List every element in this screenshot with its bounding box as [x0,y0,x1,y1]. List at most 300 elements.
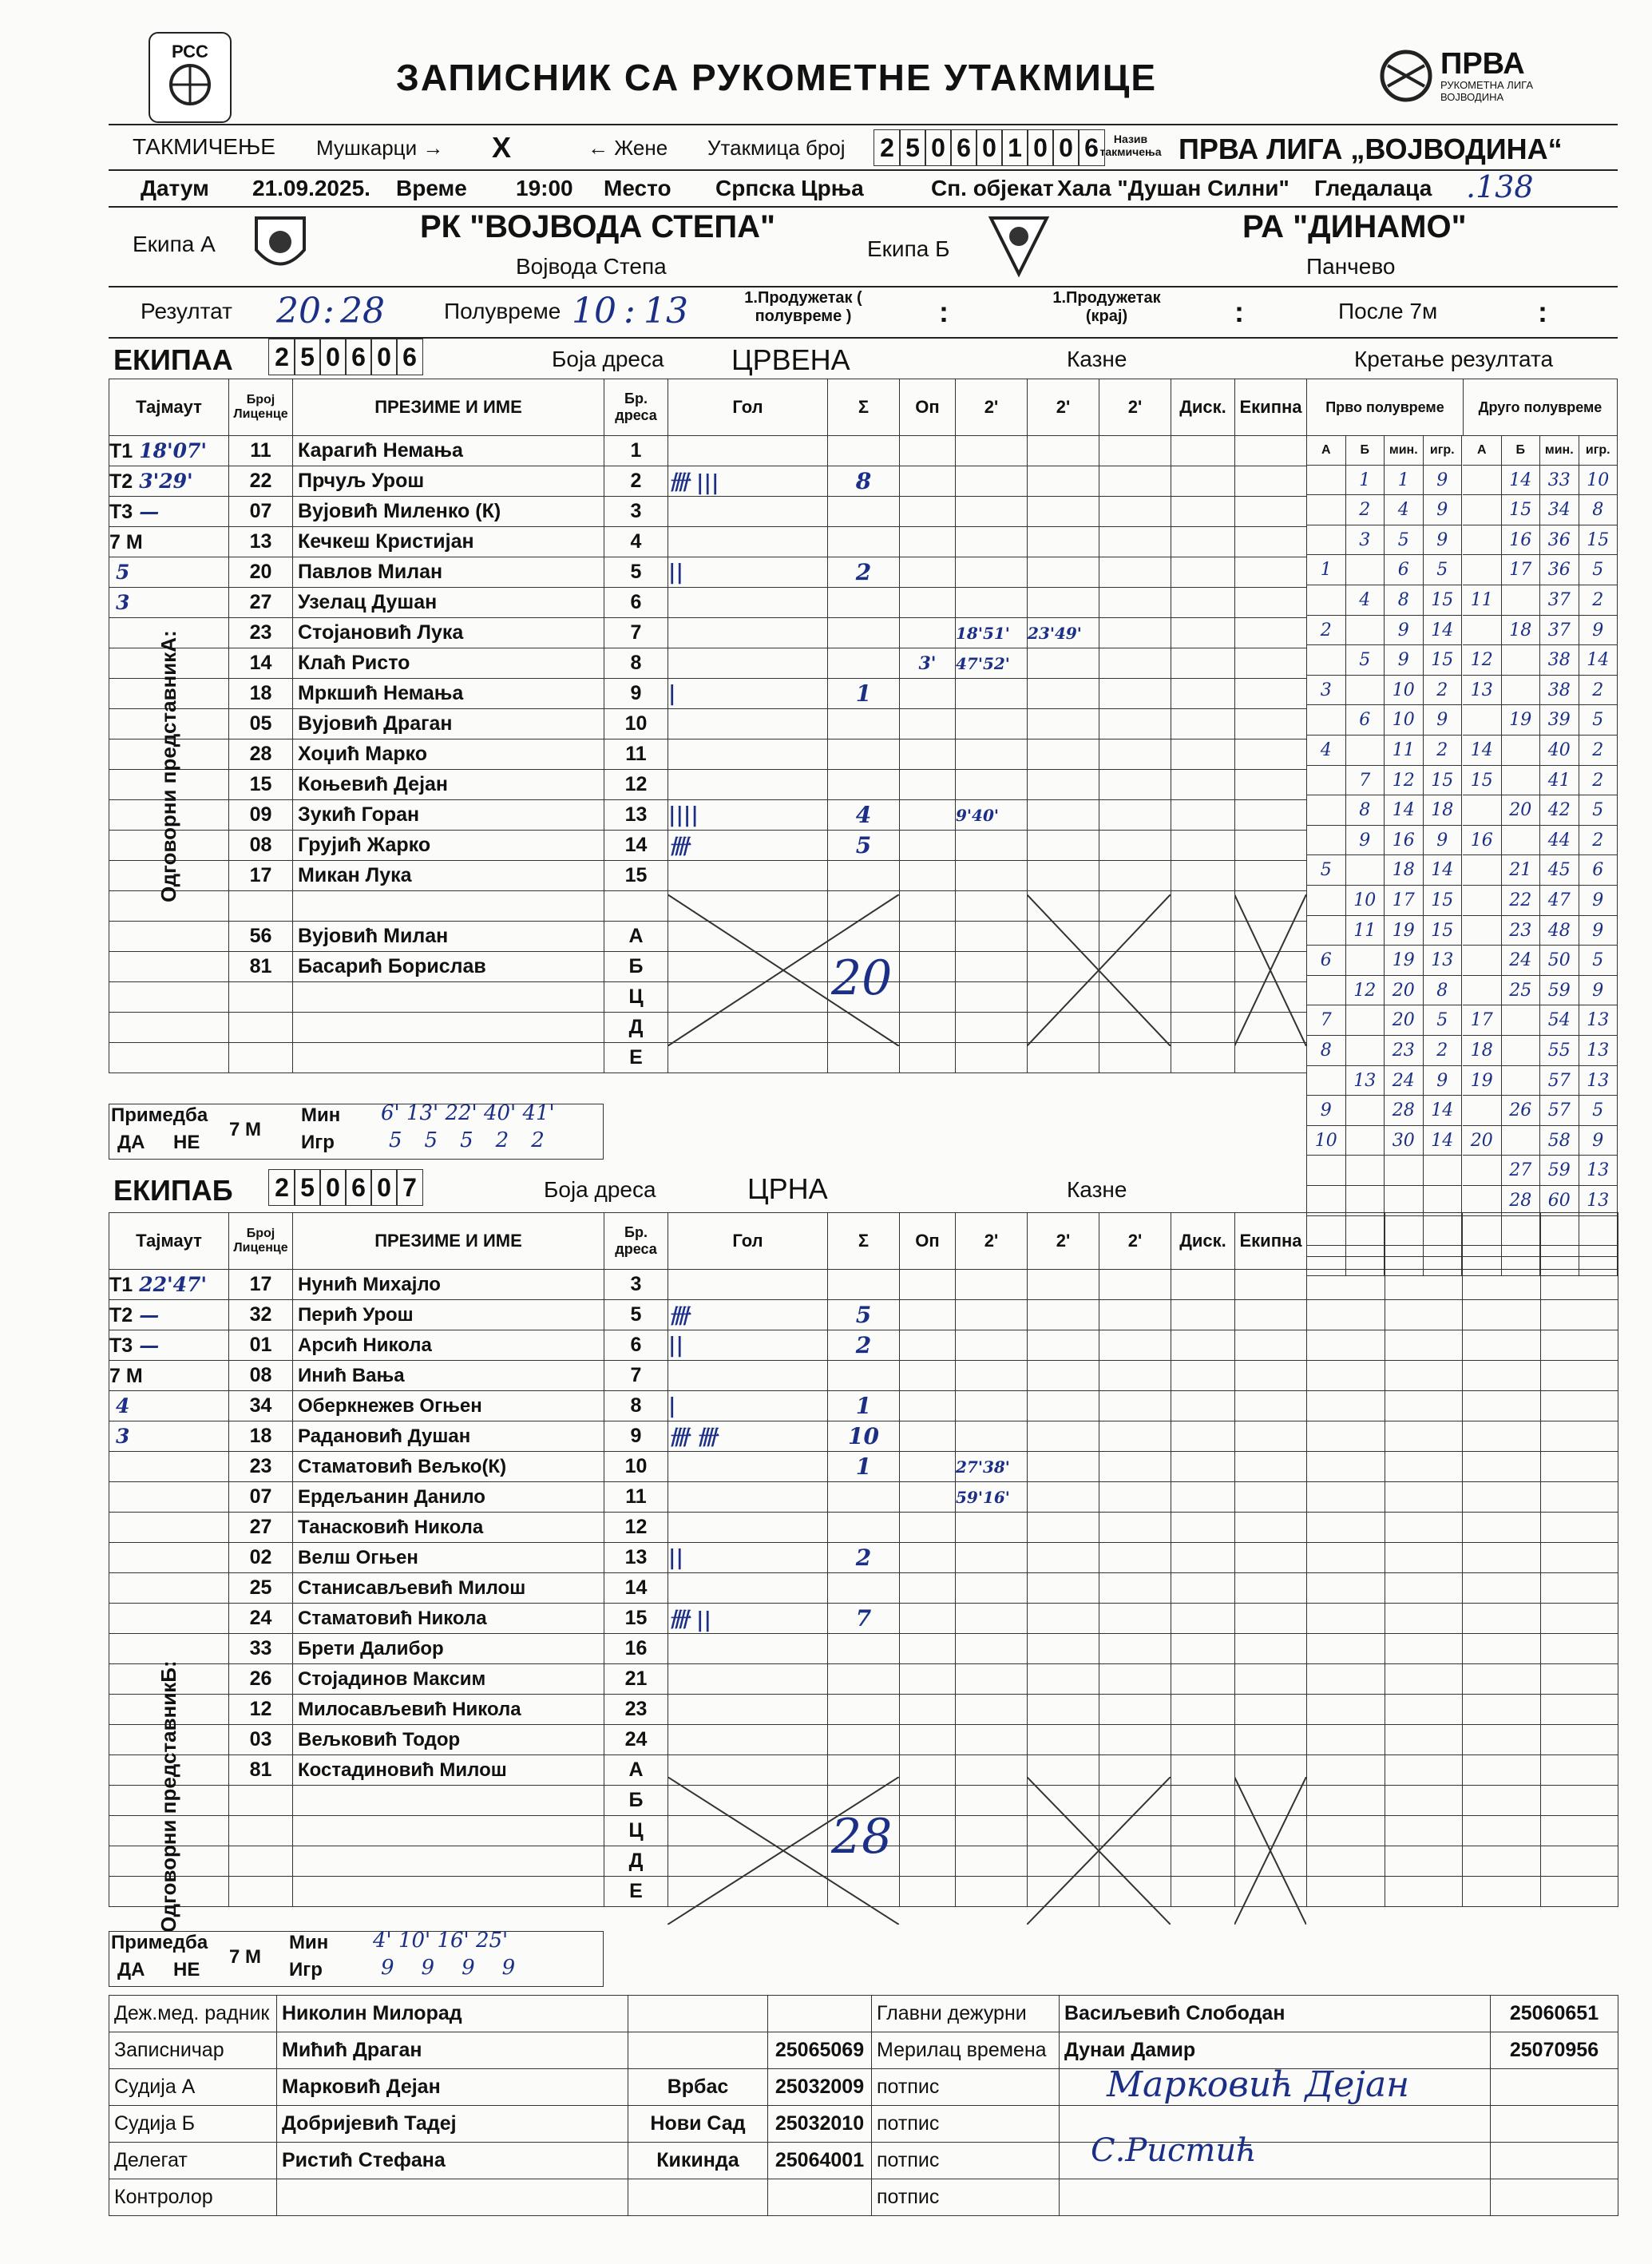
empty-cell [1540,1786,1618,1816]
empty-cell [1099,709,1171,739]
official-right-license [1491,2143,1618,2179]
empty-cell [1385,1786,1463,1816]
progress-cell: 15 [1502,495,1541,525]
progress-cell: 27 [1502,1156,1541,1186]
timeout-value: 3 [116,590,130,614]
player-license: 05 [229,709,293,739]
empty-cell [1099,1043,1171,1073]
empty-cell [1235,557,1307,588]
player-warning [900,436,956,466]
player-row [109,770,1307,800]
timeout-cell [109,436,229,466]
progress-cell: 20 [1385,976,1424,1006]
player-suspension-1: 27'38' [956,1452,1028,1482]
player-goal-sum [828,618,900,648]
progress-cell [1502,826,1541,856]
timeout-value: 22'47' [139,1272,208,1296]
team-a-code-digit: 5 [294,339,321,375]
empty-cell [1235,527,1307,557]
empty-cell [1171,618,1235,648]
player-goal-tally: 卌 卌 [668,1421,828,1452]
player-row [109,1482,1618,1513]
player-row [109,648,1307,679]
player-suspension-1 [956,1361,1028,1391]
progress-cell: 15 [1424,886,1463,916]
empty-cell [1463,1786,1541,1816]
player-goal-sum: 1 [828,1452,900,1482]
progress-cell: 1 [1307,555,1346,585]
league-logo-subtext: РУКОМЕТНА ЛИГА ВОЈВОДИНА [1440,79,1534,103]
progress-cell [1307,645,1346,676]
player-suspension-1 [956,466,1028,497]
timeout-cell [109,1421,229,1452]
progress-cell: 57 [1540,1066,1579,1096]
progress-cell: 24 [1385,1066,1424,1096]
progress-cell [1502,676,1541,706]
player-goal-tally [668,1482,828,1513]
empty-cell [1099,1695,1171,1725]
empty-cell [1028,1300,1099,1330]
player-warning [900,831,956,861]
ot1-end-label: 1.Продужетак (крај) [1052,289,1161,325]
timeout-cell [109,1573,229,1604]
empty-cell [1235,709,1307,739]
empty-cell [1171,1330,1235,1361]
progress-cell: 37 [1540,616,1579,646]
timeout-cell [109,1482,229,1513]
empty-cell [1099,770,1171,800]
progress-cell: 6 [1346,705,1385,736]
progress-cell: 59 [1540,1156,1579,1186]
player-jersey-no: 15 [604,1604,668,1634]
timeout-label: Т3 [109,500,133,523]
league-name: ПРВА ЛИГА „ВОЈВОДИНА“ [1179,133,1563,165]
empty-cell [1463,1604,1541,1634]
empty-cell [1307,1634,1385,1664]
empty-cell [1235,739,1307,770]
player-jersey-no: 4 [604,527,668,557]
player-suspension-1 [956,861,1028,891]
empty-cell [1099,557,1171,588]
player-suspension-2 [1028,497,1099,527]
player-jersey-no: 21 [604,1664,668,1695]
player-name: Кечкеш Кристијан [293,527,604,557]
player-jersey-no: 7 [604,1361,668,1391]
player-name: Велш Огњен [293,1543,604,1573]
player-goal-tally [668,588,828,618]
progress-cell: 5 [1579,946,1618,976]
progress-cell: 9 [1424,466,1463,496]
player-suspension-1 [956,1664,1028,1695]
player-license [229,891,293,922]
player-license: 08 [229,1361,293,1391]
match-digit: 1 [1001,129,1028,166]
empty-cell [1171,1664,1235,1695]
empty-cell [1385,1361,1463,1391]
progress-cell [1346,616,1385,646]
empty-cell [1307,1755,1385,1786]
women-label: ← Жене [588,136,668,160]
player-goal-tally [668,618,828,648]
player-row [109,679,1307,709]
progress-cell [1307,795,1346,826]
player-jersey-no: Ц [604,1816,668,1846]
progress-cell: 2 [1579,766,1618,796]
player-jersey-no: 11 [604,1482,668,1513]
empty-cell [1028,1361,1099,1391]
player-goal-tally: | [668,1391,828,1421]
player-goal-tally: || [668,1543,828,1573]
col-license: Број Лиценце [229,1213,293,1270]
player-jersey-no [604,891,668,922]
empty-cell [1235,1421,1307,1452]
date-value: 21.09.2025. [252,176,370,200]
progress-cell [1346,676,1385,706]
ot1-end-colon: : [1234,295,1244,328]
sevenm-min: 16' [437,1929,469,1953]
player-row [109,1695,1618,1725]
empty-cell [1463,1877,1541,1907]
empty-cell [1307,1300,1385,1330]
progress-cell: 11 [1463,585,1502,616]
progress-cell: 9 [1579,1126,1618,1156]
player-goal-sum: 1 [828,679,900,709]
empty-cell [1171,466,1235,497]
venue-value: Хала "Душан Силни" [1057,176,1290,200]
player-license: 14 [229,648,293,679]
team-a-name: РК "ВОЈВОДА СТЕПА" [420,209,775,244]
empty-cell [1028,1421,1099,1452]
empty-cell [1171,1421,1235,1452]
remark-label: Примедба [111,1104,208,1126]
player-name: Вељковић Тодор [293,1725,604,1755]
player-row [109,497,1307,527]
progress-cell: 20 [1385,1005,1424,1036]
player-suspension-2 [1028,800,1099,831]
empty-cell [1099,497,1171,527]
progress-cell: 16 [1463,826,1502,856]
timeout-cell [109,1043,229,1073]
official-right-role: Главни дежурни [872,1996,1060,2032]
player-warning [900,1543,956,1573]
page-title: ЗАПИСНИК СА РУКОМЕТНЕ УТАКМИЦЕ [396,57,1158,98]
player-name: Танасковић Никола [293,1513,604,1543]
empty-cell [1463,1543,1541,1573]
progress-cell: 6 [1385,555,1424,585]
empty-cell [1385,1573,1463,1604]
progress-cell: 15 [1424,645,1463,676]
empty-cell [1463,1270,1541,1300]
player-name: Арсић Никола [293,1330,604,1361]
progress-cell: 19 [1385,946,1424,976]
empty-cell [1385,1452,1463,1482]
player-jersey-no: 8 [604,1391,668,1421]
empty-cell [1235,466,1307,497]
team-b-code-digit: 0 [370,1169,398,1206]
progress-cell [1346,946,1385,976]
empty-cell [1171,1725,1235,1755]
officials-table [109,1995,1618,2216]
empty-cell [1099,1634,1171,1664]
team-a-total-goals: 20 [831,950,893,1006]
player-goal-sum: 8 [828,466,900,497]
sevenm-label: 7 М [229,1119,262,1140]
team-b-7m-players [381,1956,542,1980]
player-goal-tally [668,436,828,466]
empty-cell [1099,466,1171,497]
empty-cell [1099,1725,1171,1755]
empty-cell [1171,1816,1235,1846]
empty-cell [1385,1695,1463,1725]
empty-cell [1307,1482,1385,1513]
empty-cell [1463,1725,1541,1755]
player-suspension-1 [956,1786,1028,1816]
second-half-label: Друго полувреме [1463,379,1618,436]
player-license: 81 [229,952,293,982]
player-row [109,1270,1618,1300]
team-b-city: Панчево [1306,254,1396,279]
progress-cell: 16 [1385,826,1424,856]
progress-cell: 18 [1463,1036,1502,1066]
rss-logo-text: РСС [172,42,208,61]
timeout-cell [109,1452,229,1482]
player-suspension-1 [956,1300,1028,1330]
player-license: 23 [229,1452,293,1482]
progress-cell: 5 [1424,1005,1463,1036]
date-row [109,169,1618,208]
sevenm-min: 6' [381,1101,400,1125]
player-row [109,1421,1618,1452]
empty-cell [1235,1543,1307,1573]
empty-cell [1099,436,1171,466]
player-license: 01 [229,1330,293,1361]
player-suspension-2 [1028,770,1099,800]
progress-cell [1463,1156,1502,1186]
player-name: Павлов Милан [293,557,604,588]
empty-cell [1235,679,1307,709]
player-suspension-1 [956,1421,1028,1452]
official-right-name: Васиљевић Слободан [1060,1996,1491,2032]
empty-cell [1171,679,1235,709]
empty-cell [1307,1664,1385,1695]
player-jersey-no: 10 [604,709,668,739]
team-b-label: Екипа Б [867,236,950,261]
player-license [229,982,293,1013]
player-name: Радановић Душан [293,1421,604,1452]
timeout-cell [109,1513,229,1543]
empty-cell [1463,1361,1541,1391]
empty-cell [1028,1634,1099,1664]
official-role: Контролор [109,2179,277,2216]
progress-cell: 5 [1307,855,1346,886]
player-name: Ердељанин Данило [293,1482,604,1513]
official-right-name [1060,2179,1491,2216]
empty-cell [1171,1391,1235,1421]
sevenm-min: 25' [475,1929,509,1953]
timeout-cell [109,466,229,497]
progress-cell [1463,495,1502,525]
player-goal-tally [668,709,828,739]
player-goal-sum: 4 [828,800,900,831]
sevenm-player: 9 [421,1956,462,1980]
empty-cell [1463,1391,1541,1421]
progress-cell [1502,1036,1541,1066]
progress-cell: 10 [1385,705,1424,736]
player-jersey-no: 24 [604,1725,668,1755]
player-jersey-no: 12 [604,1513,668,1543]
player-license: 18 [229,679,293,709]
player-name: Узелац Душан [293,588,604,618]
player-warning [900,1513,956,1543]
progress-cell [1346,555,1385,585]
progress-cell: 10 [1346,886,1385,916]
timeout-value: 5 [116,560,130,584]
player-row [109,1300,1618,1330]
match-report-sheet [109,32,1618,2236]
official-row [109,1996,1618,2032]
player-jersey-no: 23 [604,1695,668,1725]
team-b-rep-label: Одговорни представникБ: [156,1660,180,1933]
player-goal-tally: | [668,679,828,709]
empty-cell [1385,1270,1463,1300]
place-value: Српска Црња [715,176,864,200]
empty-cell [1171,922,1235,952]
official-name: Ристић Стефана [277,2143,628,2179]
official-row [109,2106,1618,2143]
empty-cell [1171,1604,1235,1634]
player-warning [900,770,956,800]
progress-col-header: игр. [1424,435,1463,466]
player-goal-tally: 卌 [668,1300,828,1330]
player-suspension-1: 47'52' [956,648,1028,679]
empty-cell [1171,527,1235,557]
empty-cell [1099,861,1171,891]
progress-cell: 14 [1424,1126,1463,1156]
empty-cell [1099,1482,1171,1513]
league-logo [1378,48,1544,104]
empty-cell [1307,1604,1385,1634]
empty-cell [1385,1513,1463,1543]
timeout-cell [109,1361,229,1391]
player-row [109,1391,1618,1421]
player-license: 56 [229,922,293,952]
progress-cell: 22 [1502,886,1541,916]
empty-cell [1171,1634,1235,1664]
player-license: 27 [229,588,293,618]
player-warning [900,1664,956,1695]
sevenm-player: 5 [389,1128,425,1152]
player-license: 20 [229,557,293,588]
team-a-code-digit: 0 [319,339,347,375]
empty-cell [1463,1513,1541,1543]
player-jersey-no: 6 [604,1330,668,1361]
team-a-code-digit: 2 [268,339,295,375]
team-a-city: Војвода Степа [516,254,667,279]
player-goal-tally [668,497,828,527]
player-suspension-1 [956,1043,1028,1073]
empty-cell [1099,1361,1171,1391]
player-row [109,831,1307,861]
player-goal-sum [828,1725,900,1755]
progress-cell [1307,525,1346,556]
match-digit: 2 [874,129,901,166]
player-warning [900,1725,956,1755]
timeout-cell [109,527,229,557]
player-row [109,1513,1618,1543]
player-goal-sum [828,527,900,557]
player-goal-sum: 7 [828,1604,900,1634]
progress-cell: 37 [1540,585,1579,616]
timeout-label: Т1 [109,439,133,462]
player-jersey-no: 3 [604,1270,668,1300]
player-goal-sum [828,1270,900,1300]
progress-cell: 5 [1579,555,1618,585]
empty-cell [1385,1543,1463,1573]
progress-cell [1346,736,1385,766]
progress-cell: 59 [1540,976,1579,1006]
progress-cell: 7 [1346,766,1385,796]
progress-cell: 60 [1540,1186,1579,1216]
player-name: Стаматовић Вељко(К) [293,1452,604,1482]
timeout-cell [109,497,229,527]
player-license: 32 [229,1300,293,1330]
progress-cell: 13 [1579,1066,1618,1096]
player-goal-tally [668,527,828,557]
sevenm-player: 2 [495,1128,532,1152]
empty-cell [1307,1513,1385,1543]
empty-cell [1540,1421,1618,1452]
player-jersey-no: 12 [604,770,668,800]
player-suspension-1 [956,1391,1028,1421]
official-right-license: 25070956 [1491,2032,1618,2069]
col-team: Екипна [1235,1213,1307,1270]
player-goal-sum [828,770,900,800]
half-label: Полувреме [444,299,561,323]
empty-cell [1171,1300,1235,1330]
empty-cell [1028,1513,1099,1543]
progress-cell: 3 [1307,676,1346,706]
progress-cell: 2 [1579,676,1618,706]
col-empty [1463,1213,1541,1270]
progress-cell: 9 [1424,1066,1463,1096]
progress-cell: 30 [1385,1126,1424,1156]
official-license: 25032010 [768,2106,872,2143]
team-a-jersey: ЦРВЕНА [731,343,850,376]
progress-cell: 13 [1346,1066,1385,1096]
progress-cell [1424,1186,1463,1216]
team-b-total-goals: 28 [831,1809,893,1865]
progress-cell: 19 [1463,1066,1502,1096]
progress-cell: 39 [1540,705,1579,736]
progress-cell [1502,645,1541,676]
empty-cell [1171,557,1235,588]
sevenm-min: 40' [483,1101,517,1125]
official-role: Записничар [109,2032,277,2069]
empty-cell [1463,1300,1541,1330]
col-2min-3: 2' [1099,1213,1171,1270]
empty-cell [1235,1664,1307,1695]
empty-cell [1028,1604,1099,1634]
player-suspension-1 [956,709,1028,739]
progress-cell [1463,466,1502,496]
progress-cell [1346,1126,1385,1156]
empty-cell [1463,1846,1541,1877]
team-a-jersey-label: Боја дреса [552,347,664,371]
official-license [768,1996,872,2032]
progress-cell [1502,1005,1541,1036]
empty-cell [1171,1482,1235,1513]
player-goal-tally [668,861,828,891]
